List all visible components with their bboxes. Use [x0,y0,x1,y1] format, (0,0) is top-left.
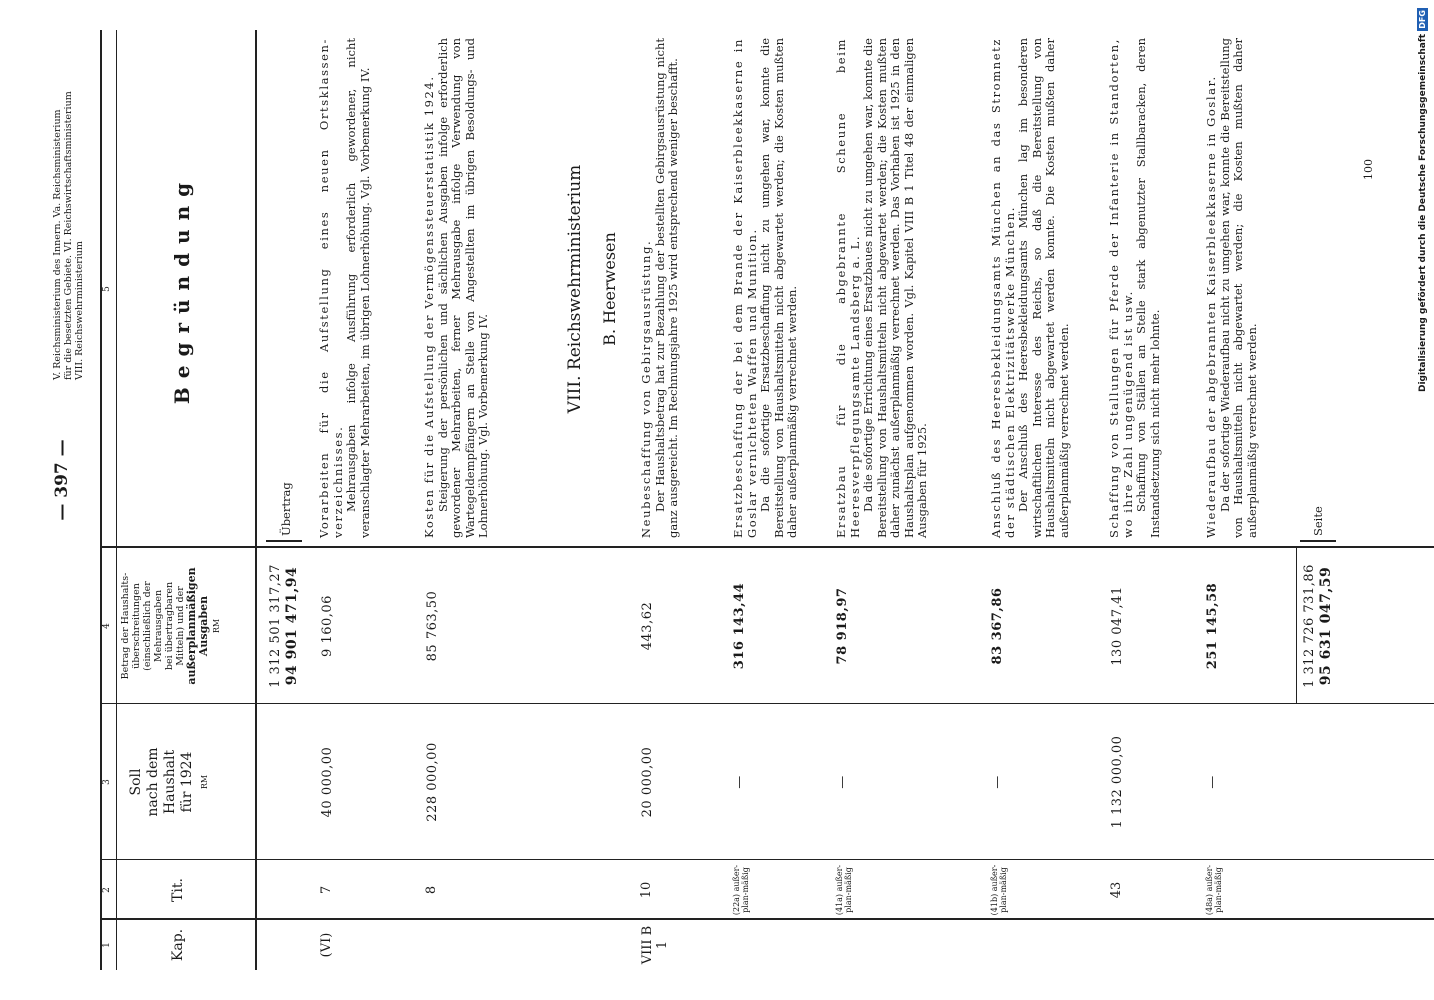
header-soll-line: Haushalt [162,749,178,815]
row-explanation: Da die sofortige Errichtung eines Ersatzbaues nicht zu umgehen war, konnte die Bereitstellung von Haushaltsmitteln nicht abgewartet werden; die Kosten mußten daher zunächst außerplanmäßig verrechnet werden. Das Vorhaben ist 1925 in den Haushaltsplan aufgenommen worden. Vgl. Kapitel VIII B 1 Titel 48 der einmaligen Ausgaben für 1925. [861,38,929,538]
carryover-amount-total: 1 312 501 317,27 [268,564,283,688]
header-soll-line: Soll [128,768,144,796]
header-betrag-bold: außerplanmäßigen [185,567,198,685]
row-soll: — [732,775,747,789]
row-justification [423,38,491,538]
row-explanation: Da die sofortige Ersatzbeschaffung nicht zu umgehen war, konnte die Bereitstellung von Haushaltsmitteln nicht abgewartet werden; die Kosten mußten daher außerplanmäßig verrechnet werden. [758,38,799,538]
header-soll [128,704,209,860]
carryover-amount-extra: 94 901 471,94 [284,566,300,686]
column-divider-soll [100,703,1434,704]
header-betrag-line: überschreitungen [131,583,142,669]
header-betrag-unit: RM [212,618,221,634]
row-amount: 443,62 [640,601,655,651]
ministry-header-line: V. Reichsministerium des Innern. Va. Reichsministerium [52,109,63,380]
row-soll: 1 132 000,00 [1110,735,1125,829]
column-number: 2 [102,887,112,893]
row-justification [318,38,372,538]
page-number: — 397 — [52,439,72,521]
brace-mark [266,540,302,542]
page-total-extra: 95 631 047,59 [1318,566,1334,686]
column-number: 3 [102,779,112,785]
row-tit: 43 [1109,881,1124,899]
page-total-label: Seite [1311,506,1325,536]
column-number: 5 [102,286,112,292]
column-number: 4 [102,623,112,629]
row-explanation: Mehrausgaben infolge Ausführung erforderlich gewordener, nicht veranschlagter Mehrarbeiten, im übrigen Lohnerhöhung. Vgl. Vorbemerkung IV. [344,38,372,538]
row-title: Wiederaufbau der abgebrannten Kaiserbleekkaserne in Goslar. [1204,75,1218,538]
row-amount: 85 763,50 [425,590,440,662]
row-title: Kosten für die Aufstellung der Vermögenssteuerstatistik 1924. [422,75,436,538]
row-title: Ersatzbeschaffung der bei dem Brande der Kaiserbleekkaserne in Goslar vernichteten Waffen und Munition. [731,38,759,538]
column-divider-betrag [100,546,1434,548]
brace-mark [1300,540,1336,542]
column-number: 1 [102,942,112,948]
row-explanation: Der Anschluß des Heeresbekleidungsamts München lag im besonderen wirtschaftlichen Interesse des Reichs, so daß die Bereitstellung von Haushaltsmitteln nicht abgewartet werden konnte. Die Kosten mußten daher außerplanmäßig verrechnet werden. [1016,38,1071,538]
row-tit: (48a) außer-plan-mäßig [1205,864,1223,916]
section-subtitle: B. Heerwesen [600,232,619,346]
row-title: Schaffung von Stallungen für Pferde der Infanterie in Standorten, wo ihre Zahl ungenügend ist usw. [1107,38,1135,538]
row-kap: (VI) [319,932,334,958]
header-betrag-line: Mehrausgaben [153,589,164,663]
row-title: Neubeschaffung von Gebirgsausrüstung. [639,239,653,538]
row-justification [1205,38,1259,538]
totals-rule [1296,548,1297,704]
carryover-label: Übertrag [279,482,293,536]
row-explanation: Da der sofortige Wiederaufbau nicht zu umgehen war, konnte die Bereitstellung von Haushaltsmitteln nicht abgewartet werden; die Kosten mußten daher außerplanmäßig verrechnet werden. [1217,38,1259,538]
row-explanation: Der Haushaltsbetrag hat zur Bezahlung der bestellten Gebirgsausrüstung nicht ganz ausgereicht. Im Rechnungsjahre 1925 wird entsprechend weniger beschafft. [652,38,680,538]
header-soll-unit: RM [200,774,209,790]
row-explanation: Schaffung von Ställen an Stelle stark abgenutzter Stallbaracken, deren Instandsetzung sich nicht mehr lohnte. [1134,38,1162,538]
header-begruendung: Begründung [170,173,194,405]
row-justification [640,38,681,538]
row-title: Anschluß des Heeresbekleidungsamts München an das Stromnetz der städtischen Elektrizitätswerke München. [989,38,1017,538]
row-soll: — [990,775,1005,789]
row-tit: 10 [639,881,654,899]
header-soll-line: nach dem [145,747,161,817]
row-amount: 9 160,06 [320,595,335,657]
row-justification [990,38,1071,538]
section-title: VIII. Reichswehrministerium [565,164,585,414]
row-soll: — [835,775,850,789]
ministry-header [52,50,85,380]
digitization-credit [1418,8,1428,392]
row-kap: VIII B 1 [640,925,670,965]
row-soll: — [1205,775,1220,789]
header-kap: Kap. [170,928,186,962]
row-tit: (22a) außer-plan-mäßig [732,864,750,916]
row-amount: 130 047,41 [1110,586,1125,666]
header-betrag [120,548,221,704]
header-betrag-bold: Ausgaben [197,595,210,657]
ministry-header-line: VIII. Reichswehrministerium [74,241,85,380]
row-justification [732,38,800,538]
row-amount: 78 918,97 [835,587,850,665]
row-tit: (41b) außer-plan-mäßig [990,864,1008,916]
row-justification [835,38,930,538]
row-explanation: Steigerung der persönlichen und sächlichen Ausgaben infolge erforderlich gewordener Mehrarbeiten, ferner Mehrausgabe infolge Verwendung von Wartegeldempfängern an Stelle von Angestellten im übrigen Besoldungs- und Lohnerhöhung. Vgl. Vorbemerkung IV. [435,38,490,538]
column-divider-tit [100,859,1434,860]
column-number-divider [116,30,117,970]
header-bottom-border [255,30,257,970]
header-betrag-line: (einschließlich der [142,581,153,671]
header-betrag-line: Betrag der Haushalts- [120,572,131,680]
row-amount: 83 367,86 [990,587,1005,665]
row-soll: 228 000,00 [425,742,440,822]
row-soll: 20 000,00 [640,746,655,818]
row-title: Ersatzbau für die abgebrannte Scheune beim Heeresverpflegungsamte Landsberg a. L. [834,38,862,538]
folio-number: 100 [1362,159,1375,180]
row-tit: 8 [424,885,439,895]
credit-text: Digitalisierung gefördert durch die Deutsche Forschungsgemeinschaft [1418,33,1428,392]
ministry-header-line: für die besetzten Gebiete. VI. Reichswirtschaftsministerium [63,91,74,380]
row-tit: 7 [319,885,334,895]
column-divider-kap [100,918,1434,920]
row-amount: 316 143,44 [732,582,747,670]
header-soll-line: für 1924 [179,751,195,813]
row-justification [1108,38,1162,538]
dfg-logo: DFG [1418,10,1427,29]
page-total-amount: 1 312 726 731,86 [1302,564,1317,688]
row-tit: (41a) außer-plan-mäßig [835,864,853,916]
header-betrag-line: Mitteln) und der [175,586,186,666]
header-betrag-line: bei übertragbaren [164,581,175,671]
header-tit: Tit. [170,878,186,902]
row-soll: 40 000,00 [320,746,335,818]
row-amount: 251 145,58 [1205,582,1220,670]
row-title: Vorarbeiten für die Aufstellung eines neuen Ortsklassen-verzeichnisses. [317,38,345,538]
